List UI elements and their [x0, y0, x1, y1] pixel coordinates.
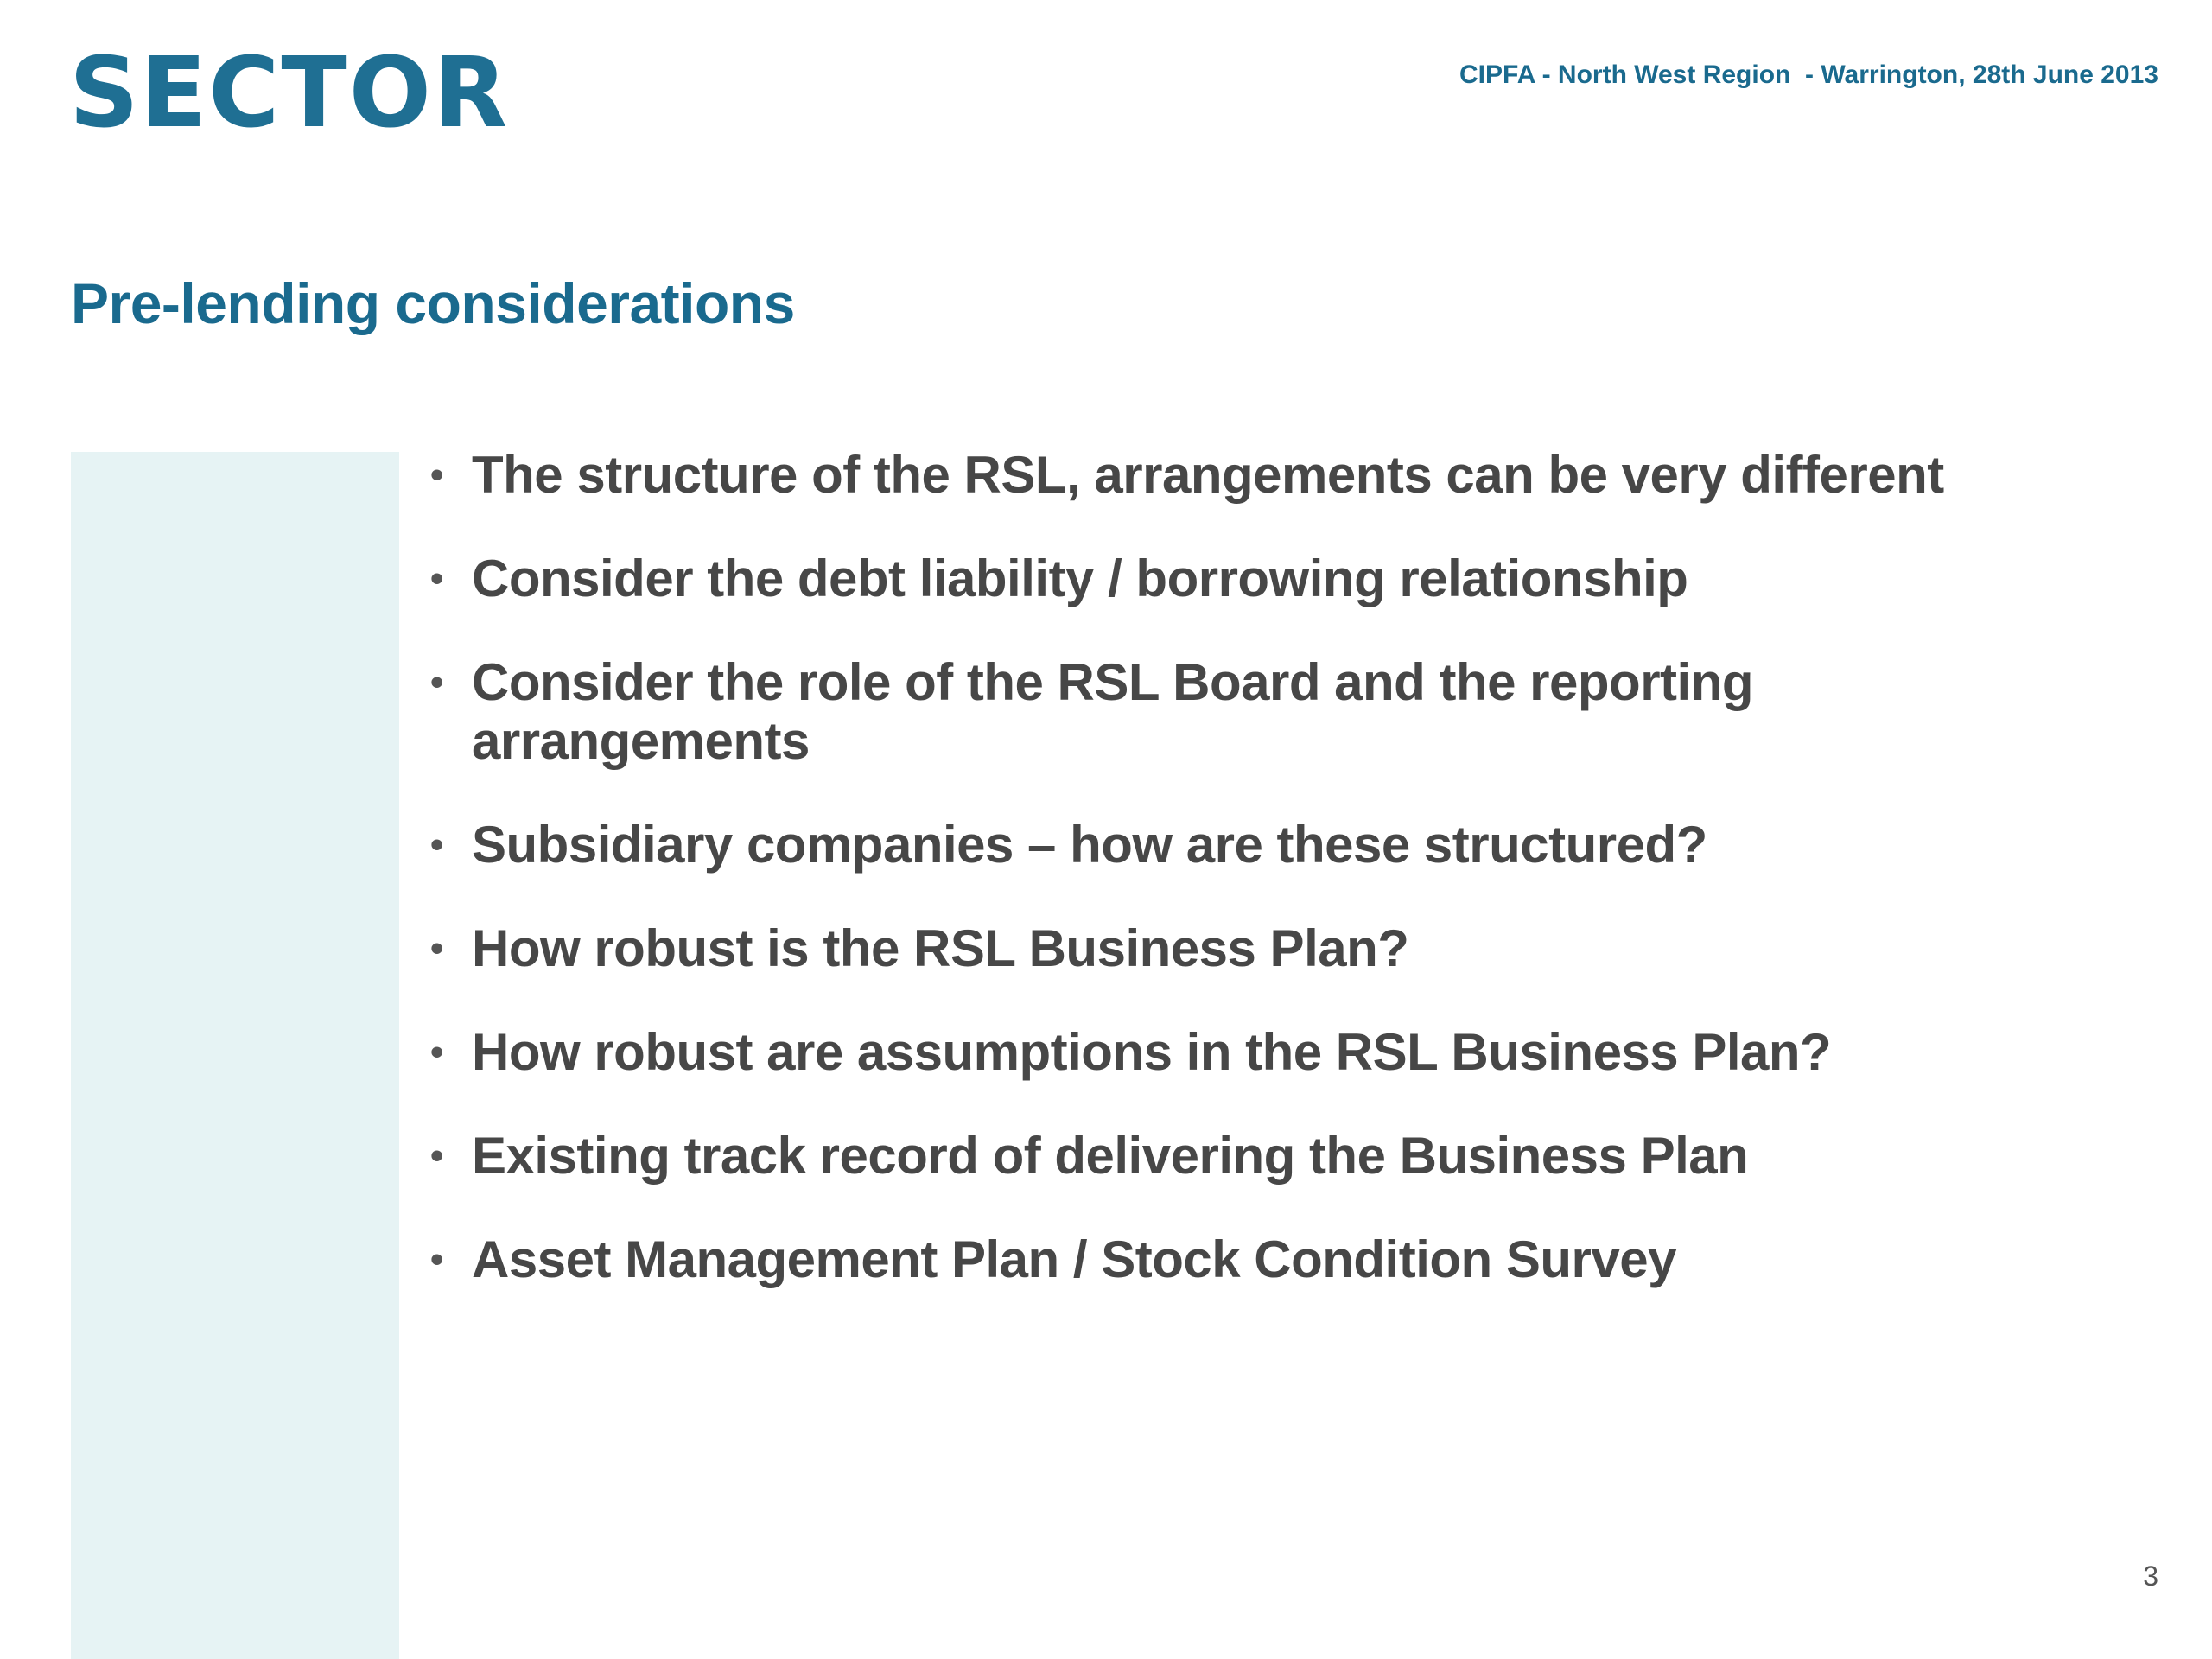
bullet-item — [427, 919, 2069, 978]
bullet-item — [427, 653, 2069, 771]
slide-title: Pre-lending considerations — [71, 271, 795, 335]
bullet-text: Existing track record of delivering the Business Plan — [472, 1127, 1749, 1185]
bullet-item — [427, 1023, 2069, 1082]
bullet-item — [427, 1230, 2069, 1289]
bullet-text: Consider the role of the RSL Board and the reporting arrangements — [472, 653, 1753, 770]
event-info: CIPFA - North West Region - Warrington, 28th June 2013 — [1459, 60, 2158, 89]
bullet-text: How robust are assumptions in the RSL Business Plan? — [472, 1023, 1832, 1081]
bullet-text: Consider the debt liability / borrowing relationship — [472, 550, 1688, 607]
bullet-dot-icon: • — [430, 557, 443, 600]
sector-logo: SECTOR — [69, 37, 510, 149]
bullet-dot-icon: • — [430, 661, 443, 703]
bullet-dot-icon: • — [430, 927, 443, 969]
bullet-text: Asset Management Plan / Stock Condition Survey — [472, 1230, 1676, 1288]
bullet-dot-icon: • — [430, 454, 443, 496]
side-panel — [71, 452, 399, 1659]
bullet-dot-icon: • — [430, 1238, 443, 1281]
bullet-item — [427, 550, 2069, 608]
bullet-list — [427, 446, 2069, 1334]
page-number: 3 — [2143, 1560, 2158, 1592]
bullet-text: Subsidiary companies – how are these structured? — [472, 816, 1707, 874]
bullet-dot-icon: • — [430, 1135, 443, 1177]
bullet-item — [427, 816, 2069, 874]
bullet-text: How robust is the RSL Business Plan? — [472, 919, 1409, 977]
bullet-item — [427, 1127, 2069, 1185]
bullet-dot-icon: • — [430, 1031, 443, 1073]
bullet-dot-icon: • — [430, 823, 443, 866]
bullet-text: The structure of the RSL, arrangements can be very different — [472, 446, 1944, 504]
bullet-item — [427, 446, 2069, 505]
